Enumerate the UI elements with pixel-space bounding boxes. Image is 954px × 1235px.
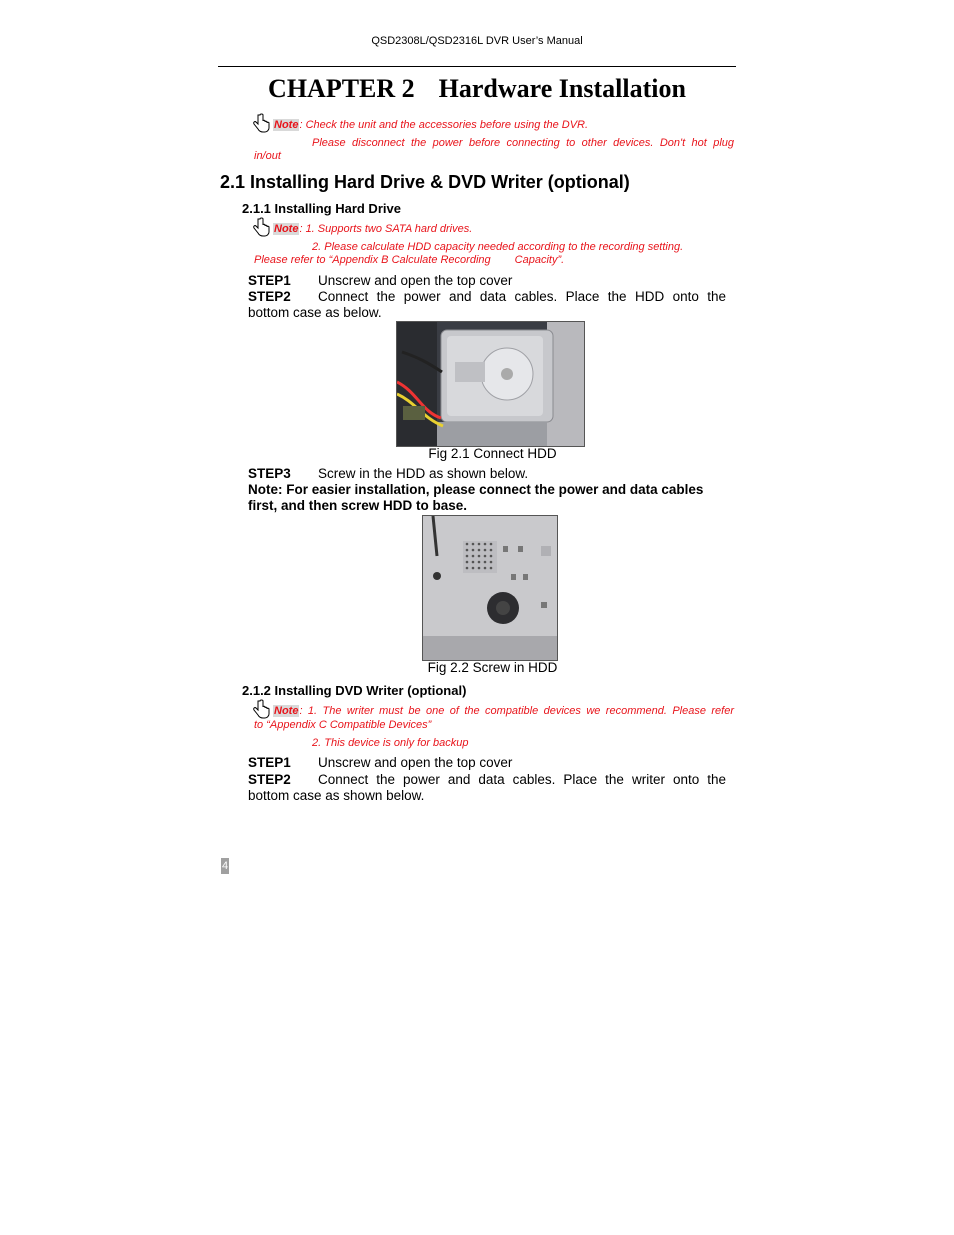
section-2-1-1-heading: 2.1.1 Installing Hard Drive — [242, 201, 401, 216]
hdd-note-line2: 2. Please calculate HDD capacity needed according to the recording setting. — [312, 241, 684, 253]
hdd-step3: STEP3 Screw in the HDD as shown below. — [248, 466, 529, 481]
dvd-step2: STEP2 Connect the power and data cables. Place the writer onto the — [248, 772, 726, 787]
fig-2-1-caption: Fig 2.1 Connect HDD — [428, 446, 557, 461]
note-label: Note — [274, 705, 299, 717]
hdd-step1: STEP1 Unscrew and open the top cover — [248, 273, 513, 288]
intro-note-line3: in/out — [254, 150, 281, 162]
chapter-name: Hardware Installation — [438, 74, 686, 103]
intro-note-line2: Please disconnect the power before connecting to other devices. Don't hot plug — [312, 137, 734, 149]
section-2-1-heading: 2.1 Installing Hard Drive & DVD Writer (optional) — [220, 172, 630, 192]
section-2-1-2-heading: 2.1.2 Installing DVD Writer (optional) — [242, 683, 467, 698]
dvd-note-line1b: to “Appendix C Compatible Devices” — [254, 719, 432, 731]
note-label: Note — [274, 119, 299, 131]
pointing-hand-icon — [252, 699, 270, 719]
pointing-hand-icon — [252, 217, 270, 237]
running-header: QSD2308L/QSD2316L DVR User’s Manual — [371, 35, 583, 47]
dvd-step1: STEP1 Unscrew and open the top cover — [248, 755, 513, 770]
header-rule — [218, 66, 736, 67]
hdd-note-line3: Please refer to “Appendix B Calculate Recording Capacity”. — [254, 254, 565, 266]
hdd-step2-cont: bottom case as below. — [248, 305, 382, 320]
fig-2-2-caption: Fig 2.2 Screw in HDD — [427, 660, 558, 675]
note-label: Note — [274, 223, 299, 235]
screw-hdd-photo — [422, 515, 558, 661]
dvd-step2-cont: bottom case as shown below. — [248, 788, 425, 803]
chapter-title — [218, 74, 736, 104]
hdd-bold-note-line2: first, and then screw HDD to base. — [248, 498, 468, 513]
hdd-note-line1: Note: 1. Supports two SATA hard drives. — [274, 223, 473, 235]
hdd-step2: STEP2 Connect the power and data cables. Place the HDD onto the — [248, 289, 726, 304]
page-number: 4 — [221, 860, 229, 872]
dvd-note-line1: Note: 1. The writer must be one of the compatible devices we recommend. Please refer — [274, 705, 734, 717]
intro-note-line1: Note: Check the unit and the accessories before using the DVR. — [274, 119, 589, 131]
connect-hdd-photo — [396, 321, 585, 447]
dvd-note-line2: 2. This device is only for backup — [312, 737, 469, 749]
pointing-hand-icon — [252, 113, 270, 133]
hdd-bold-note-line1: Note: For easier installation, please connect the power and data cables — [248, 482, 704, 497]
chapter-number: CHAPTER 2 — [268, 74, 415, 103]
